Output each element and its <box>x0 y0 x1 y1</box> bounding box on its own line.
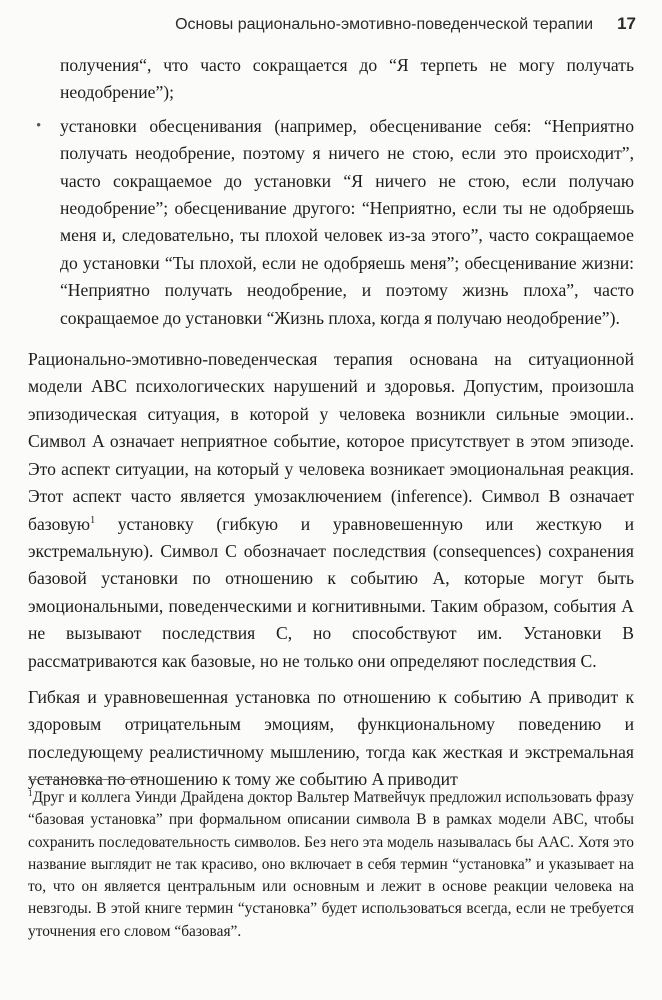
main-text <box>28 52 634 794</box>
bullet-continuation: получения“, что часто сокращается до “Я терпеть не могу получать неодобрение”); <box>60 55 634 103</box>
bullet-mark: • <box>36 117 42 134</box>
page-number: 17 <box>617 14 636 33</box>
running-header <box>0 14 636 34</box>
footnote-marker: 1 <box>28 787 33 798</box>
paragraph-flexible-belief: Гибкая и уравновешенная установка по отношению к событию A приводит к здоровым отрицательным эмоциям, функциональному поведению и последующему реалистичному мышлению, тогда как жесткая и экстремальная установка по отношению к тому же событию A приводит <box>28 686 634 790</box>
footnote-divider <box>28 779 146 780</box>
bullet-item <box>28 113 634 332</box>
running-header-title: Основы рационально-эмотивно-поведенческой терапии <box>175 16 594 33</box>
footnote-reference: 1 <box>90 514 96 526</box>
paragraph-abc-model <box>28 346 634 675</box>
bullet-item-text: установки обесценивания (например, обесценивание себя: “Неприятно получать неодобрение, поэтому я ничего не стою, если это происходит”, часто сокращаемое до установки “Я ничего не стою, если получаю неодобрение”; обесценивание другого: “Неприятно, если ты не одобряешь меня и, следовательно, ты плохой человек из-за этого”, часто сокращаемое до установки “Ты плохой, если не одобряешь меня”; обесценивание жизни: “Неприятно получать неодобрение, и поэтому жизнь плоха”, часто сокращаемое до установки “Жизнь плоха, когда я получаю неодобрение”). <box>60 115 634 328</box>
paragraph1-text-a: Рационально-эмотивно-поведенческая терапия основана на ситуационной модели ABC психологических нарушений и здоровья. Допустим, произошла эпизодическая ситуация, в которой у человека возникли сильные эмоции.. Символ A означает неприятное событие, которое присутствует в этом эпизоде. Это аспект ситуации, на который у человека возникает эмоциональная реакция. Этот аспект часто является умозаключением (inference). Символ B означает базовую <box>28 349 634 534</box>
paragraph1-text-b: установку (гибкую и уравновешенную или жесткую и экстремальную). Символ C обозначает последствия (consequences) сохранения базовой установки по отношению к событию A, которые могут быть эмоциональными, поведенческими и когнитивными. Таким образом, события A не вызывают последствия C, но способствуют им. Установки B рассматриваются как базовые, но не только они определяют последствия C. <box>28 513 634 671</box>
footnote <box>28 787 634 943</box>
footnote-text: Друг и коллега Уинди Драйдена доктор Вальтер Матвейчук предложил использовать фразу “базовая установка” при формальном описании символа B в рамках модели ABC, чтобы сохранить последовательность символов. Без него эта модель называлась бы AAC. Хотя это название выглядит не так красиво, оно включает в себя термин “установка” и указывает на то, что он является центральным или основным и лежит в основе реакции человека на невзгоды. В этой книге термин “установка” будет использоваться всегда, если не требуется уточнения его словом “базовая”. <box>28 789 634 940</box>
